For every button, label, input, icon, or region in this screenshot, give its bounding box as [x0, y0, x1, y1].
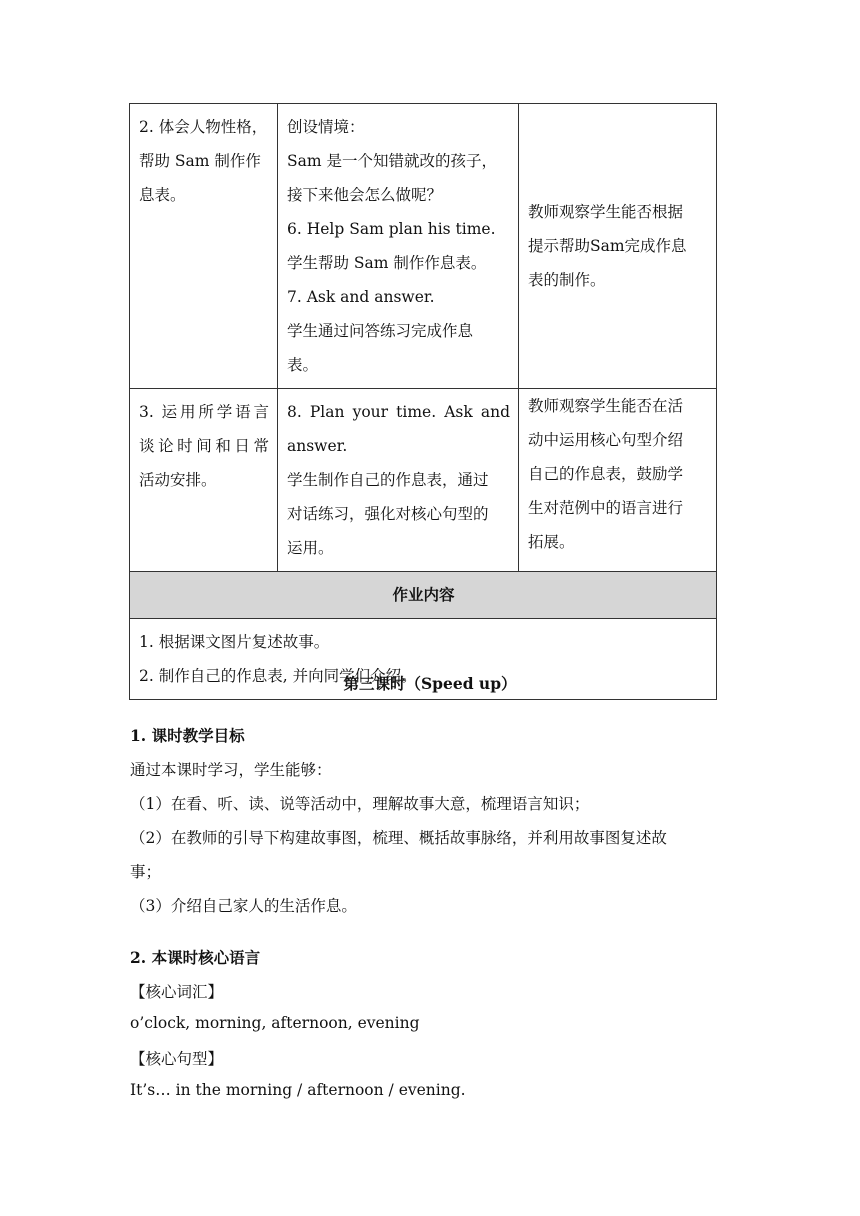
- activity-line: 学生通过问答练习完成作息: [287, 322, 474, 340]
- table-row: [130, 104, 717, 389]
- goal-cell: [130, 104, 278, 389]
- assessment-line: 拓展。: [528, 533, 575, 551]
- pattern-text: It’s… in the morning / afternoon / evening.: [130, 1081, 466, 1099]
- table-row: [130, 389, 717, 572]
- activity-line: answer.: [287, 437, 348, 455]
- assessment-line: 表的制作。: [528, 271, 606, 289]
- activity-cell: [278, 389, 519, 572]
- activity-cell: [278, 104, 519, 389]
- activity-line: 8. Plan your time. Ask and: [287, 403, 510, 421]
- assessment-line: 教师观察学生能否根据: [528, 203, 684, 221]
- objective-item: （2）在教师的引导下构建故事图，梳理、概括故事脉络，并利用故事图复述故: [130, 829, 667, 847]
- assessment-line: 教师观察学生能否在活: [528, 397, 684, 415]
- goal-line: 3. 运用所学语言: [139, 403, 269, 421]
- activity-line: 学生制作自己的作息表，通过: [287, 471, 489, 489]
- assessment-line: 提示帮助Sam完成作息: [528, 237, 687, 255]
- assessment-cell: [519, 104, 717, 389]
- assessment-line: 自己的作息表，鼓励学: [528, 465, 684, 483]
- section2-heading: [130, 946, 730, 968]
- goal-line: 息表。: [139, 186, 186, 204]
- activity-line: 7. Ask and answer.: [287, 288, 435, 306]
- goal-line: 活动安排。: [139, 471, 217, 489]
- homework-item: 1. 根据课文图片复述故事。: [139, 633, 330, 651]
- objective-item: （3）介绍自己家人的生活作息。: [130, 897, 357, 915]
- lesson-title: 第三课时（Speed up）: [343, 674, 517, 693]
- pattern-label: 【核心句型】: [130, 1050, 224, 1068]
- vocab-list: o’clock, morning, afternoon, evening: [130, 1014, 420, 1032]
- activity-line: 对话练习，强化对核心句型的: [287, 505, 489, 523]
- assessment-cell: [519, 389, 717, 572]
- activity-line: Sam 是一个知错就改的孩子，: [287, 152, 497, 170]
- homework-item: 2. 制作自己的作息表, 并向同学们介绍。: [139, 667, 417, 685]
- assessment-line: 动中运用核心句型介绍: [528, 431, 684, 449]
- table-row: [130, 572, 717, 619]
- objective-item: （1）在看、听、读、说等活动中，理解故事大意，梳理语言知识；: [130, 795, 590, 813]
- goal-line: 谈论时间和日常: [139, 437, 269, 455]
- homework-header: 作业内容: [130, 572, 717, 619]
- objective-item: 事；: [130, 863, 162, 881]
- section-heading: 2. 本课时核心语言: [130, 948, 261, 967]
- section1-intro: 通过本课时学习，学生能够：: [130, 761, 332, 779]
- goal-line: 帮助 Sam 制作作: [139, 152, 261, 170]
- activity-line: 运用。: [287, 539, 334, 557]
- section-heading: 1. 课时教学目标: [130, 726, 245, 745]
- activity-line: 表。: [287, 356, 319, 374]
- activity-line: 6. Help Sam plan his time.: [287, 220, 496, 238]
- assessment-line: 生对范例中的语言进行: [528, 499, 684, 517]
- goal-cell: [130, 389, 278, 572]
- vocab-label: 【核心词汇】: [130, 983, 224, 1001]
- lesson-plan-table: [129, 103, 717, 700]
- activity-line: 学生帮助 Sam 制作作息表。: [287, 254, 487, 272]
- activity-line: 接下来他会怎么做呢？: [287, 186, 443, 204]
- goal-line: 2. 体会人物性格，: [139, 118, 268, 136]
- activity-line: 创设情境：: [287, 118, 365, 136]
- section1-heading: [130, 724, 730, 746]
